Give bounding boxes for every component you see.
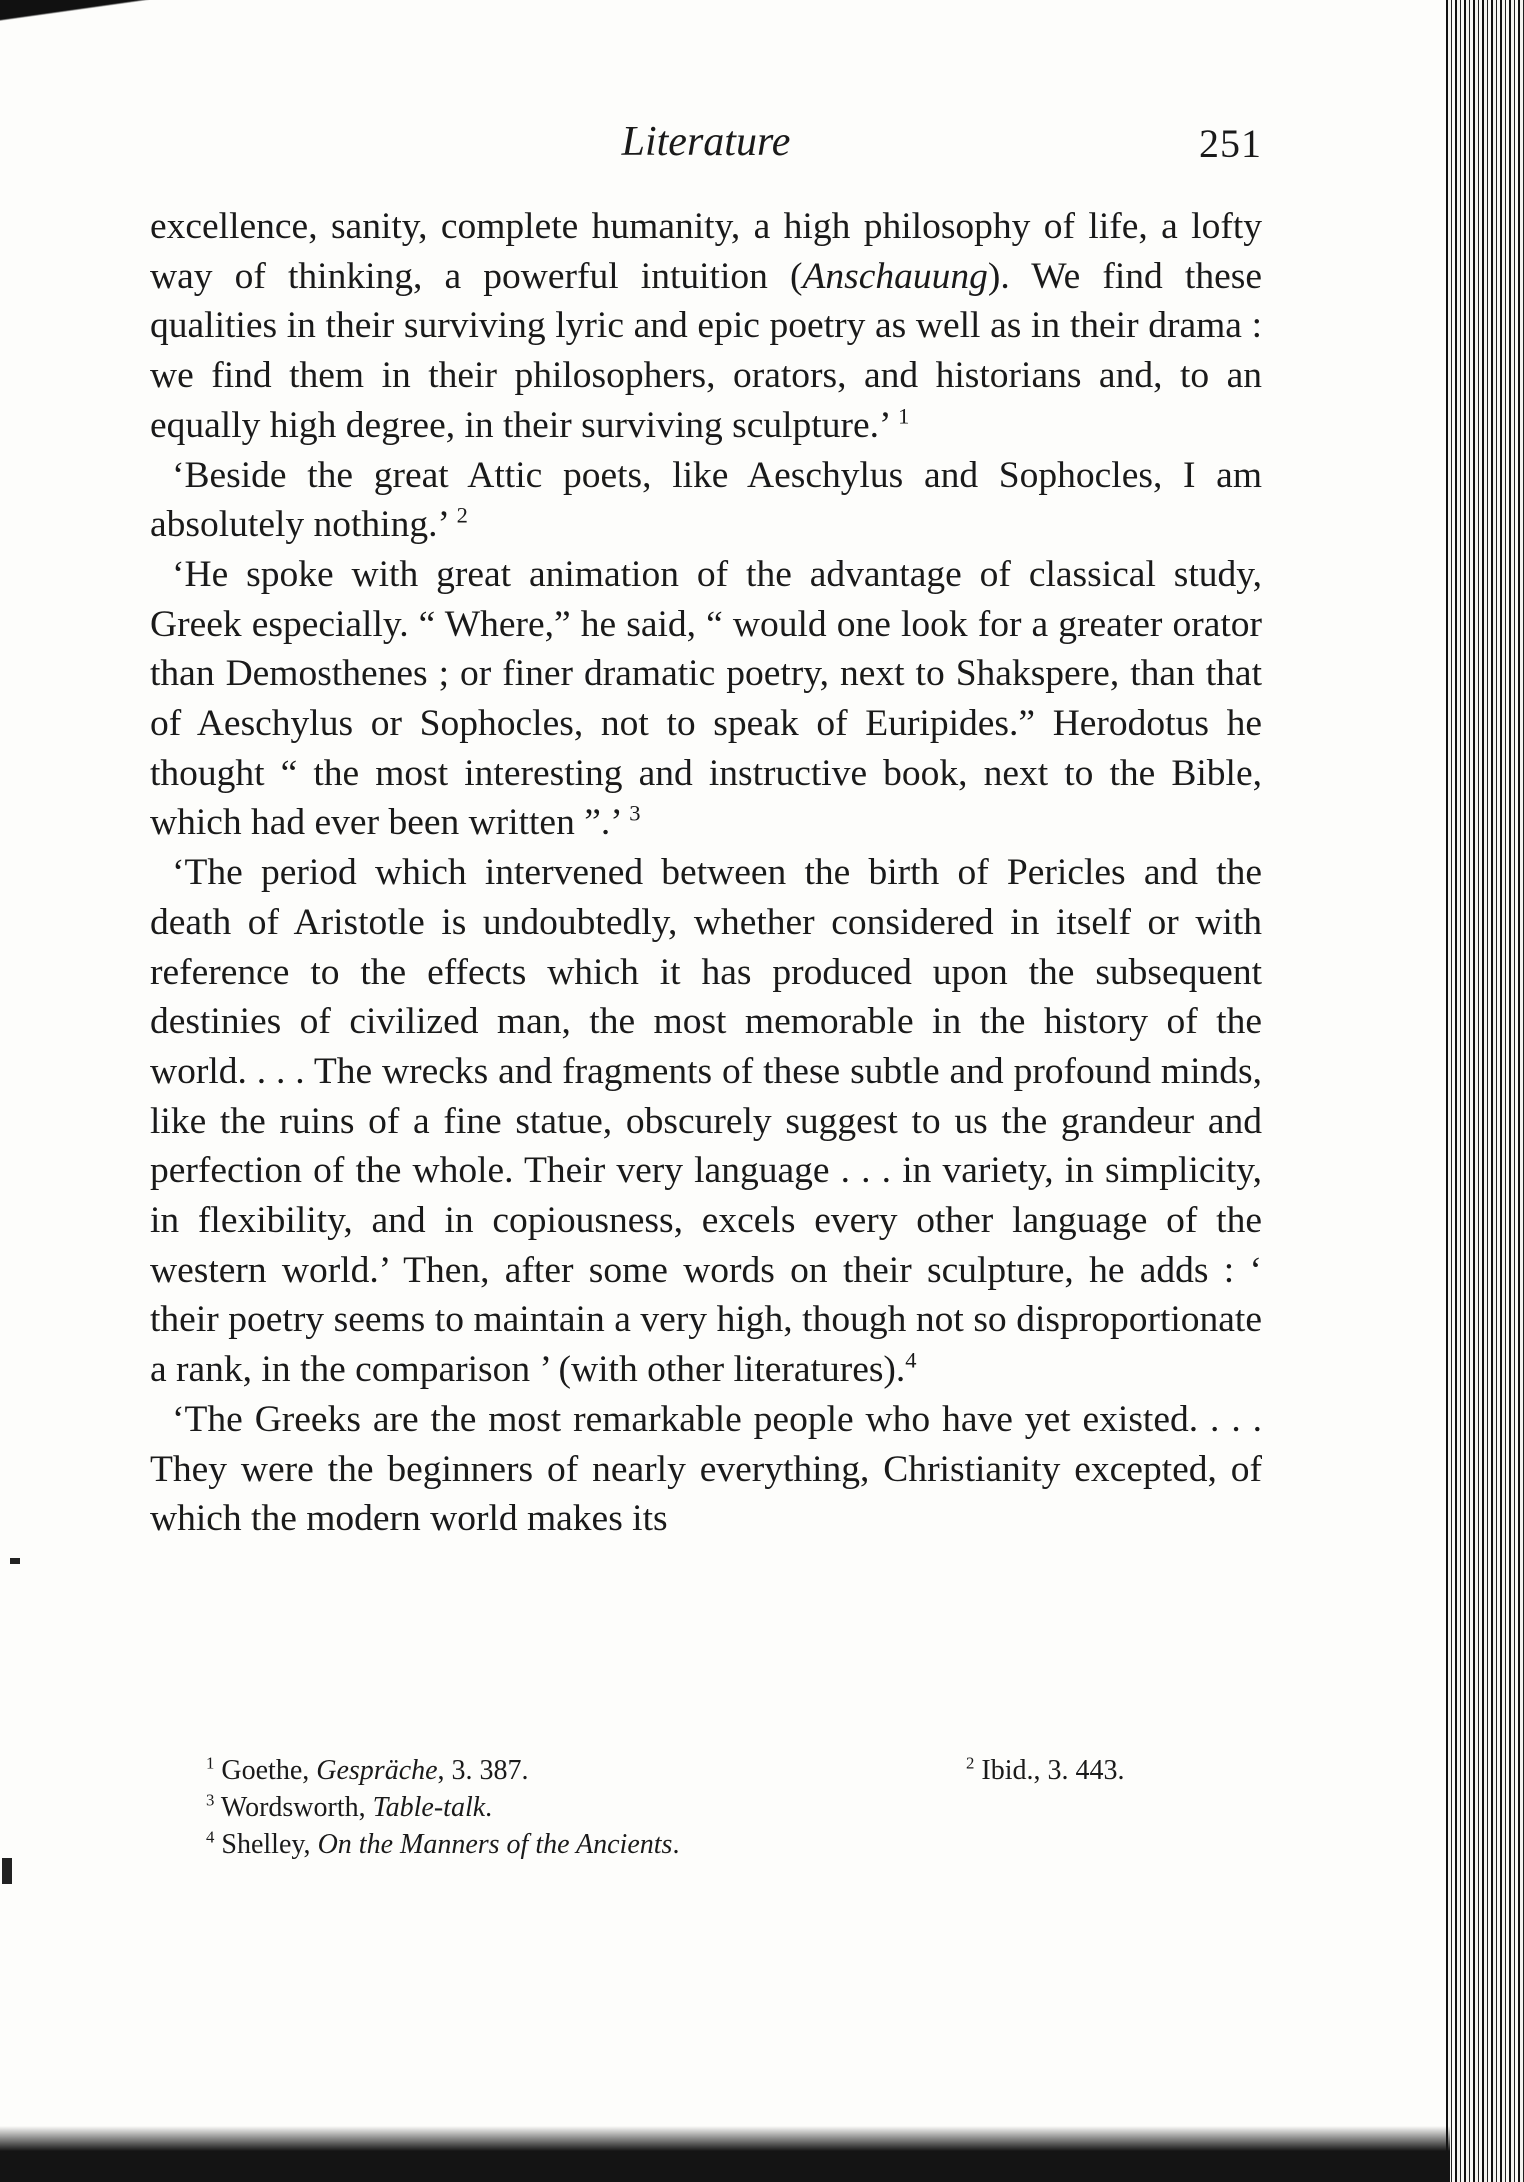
footnote-reference: 4: [905, 1347, 917, 1373]
footnote-3-number: 3: [206, 1790, 215, 1810]
paragraph-text: excellence, sanity, complete humanity, a high philosophy of life, a lofty way of thinking, a powerful intuition (: [150, 206, 1262, 297]
footnote-row-4: [150, 1826, 1262, 1863]
margin-mark: [2, 1858, 12, 1884]
footnote-1-rest: , 3. 387.: [437, 1755, 529, 1786]
footnote-row-3: [150, 1789, 1262, 1826]
paragraph-text: ‘He spoke with great animation of the advantage of classical study, Greek especially. “ Where,” he said, “ would one look for a greater orator than Demosthenes ; or finer dramatic poetry, next to Shakspere, than that of Aeschylus or Sophocles, not to speak of Euripides.” Herodotus he thought “ the most interesting and instructive book, next to the Bible, which had ever been written ”.’: [150, 553, 1262, 844]
paragraph-text: ‘The Greeks are the most remarkable people who have yet existed. . . . They were the beginners of nearly everything, Christianity excepted, of which the modern world makes its: [150, 1398, 1262, 1540]
running-head: Literature: [621, 119, 791, 165]
paragraph-p3: [150, 550, 1262, 848]
paragraph-p1: [150, 202, 1262, 451]
footnote-2-number: 2: [966, 1753, 975, 1773]
footnote-4: [206, 1826, 679, 1863]
page-edges: [1446, 0, 1524, 2182]
footnote-3: [206, 1789, 492, 1826]
paragraph-text: Anschauung: [802, 255, 988, 297]
paragraph-p2: [150, 451, 1262, 550]
footnote-1-author: Goethe,: [221, 1755, 317, 1786]
footnote-reference: 1: [898, 403, 910, 429]
page-bottom-shadow: [0, 2126, 1450, 2182]
footnote-1-title: Gespräche: [316, 1755, 438, 1786]
footnote-3-rest: .: [485, 1792, 493, 1823]
footnote-reference: 3: [629, 800, 641, 826]
page-corner-shadow: [0, 0, 260, 52]
paragraph-text: ‘The period which intervened between the birth of Pericles and the death of Aristotle is undoubtedly, whether considered in itself or with reference to the effects which it has produced upon the subsequent destinies of civilized man, the most memorable in the history of the world. . . . The wrecks and fragments of these subtle and profound minds, like the ruins of a fine statue, obscurely suggest to us the grandeur and perfection of the whole. Their very language . . . in variety, in simplicity, in flexibility, and in copiousness, excels every other language of the western world.’ Then, after some words on their sculpture, he adds : ‘ their poetry seems to maintain a very high, though not so disproportionate a rank, in the comparison ’ (with other literatures).: [150, 852, 1262, 1391]
footnote-2-text: Ibid., 3. 443.: [981, 1755, 1125, 1786]
paragraph-text: ). We find these qualities in their surviving lyric and epic poetry as well as in their drama : we find them in their philosophers, orators, and historians and, to an equally high degree, in their surviving sculpture.’: [150, 255, 1262, 446]
footnote-1-number: 1: [206, 1753, 215, 1773]
footnote-row-1: [150, 1752, 1262, 1789]
paragraph-p4: [150, 848, 1262, 1395]
footnote-4-number: 4: [206, 1827, 215, 1847]
footnote-3-title: Table-talk: [372, 1792, 486, 1823]
paragraph-text: ‘Beside the great Attic poets, like Aeschylus and Sophocles, I am absolutely nothing.’: [150, 454, 1262, 546]
body-text: [150, 202, 1262, 1544]
paragraph-p5: [150, 1395, 1262, 1544]
footnote-2: [966, 1752, 1125, 1789]
footnote-4-title: On the Manners of the Ancients: [317, 1829, 673, 1860]
footnote-reference: 2: [456, 502, 468, 528]
page-number: 251: [1199, 121, 1262, 166]
footnote-4-author: Shelley,: [221, 1829, 318, 1860]
footnote-3-author: Wordsworth,: [220, 1792, 373, 1823]
footnote-1: [206, 1752, 529, 1789]
page-header: [150, 118, 1262, 178]
margin-mark: [10, 1558, 20, 1564]
footnotes: [150, 1752, 1262, 1863]
footnote-4-rest: .: [672, 1829, 680, 1860]
